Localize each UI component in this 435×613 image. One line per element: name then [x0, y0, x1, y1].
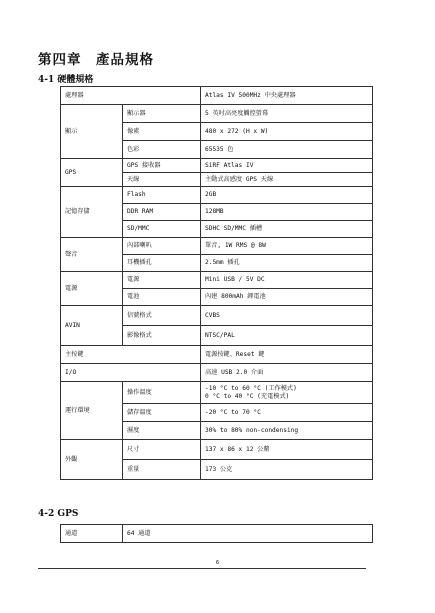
spec-category: 外觀: [61, 440, 123, 480]
spec-value: NTSC/PAL: [201, 326, 373, 346]
spec-subcategory: 電池: [123, 289, 201, 306]
spec-row-operating-temp: [61, 382, 373, 404]
spec-row-dimensions: [61, 440, 373, 460]
spec-subcategory: 信號格式: [123, 306, 201, 326]
spec-category: GPS: [61, 159, 123, 187]
spec-category: 通道: [61, 525, 123, 543]
spec-subcategory: 操作溫度: [123, 382, 201, 404]
spec-subcategory: 儲存溫度: [123, 404, 201, 422]
spec-value: 5 英吋高亮度觸控螢幕: [201, 105, 373, 123]
spec-category: 電源: [61, 272, 123, 306]
spec-row-power-source: [61, 272, 373, 289]
section-gps-title: 4-2 GPS: [38, 509, 79, 519]
spec-value: SDHC SD/MMC 插槽: [201, 221, 373, 238]
spec-value: 65535 色: [201, 141, 373, 159]
spec-subcategory: SD/MMC: [123, 221, 201, 238]
spec-value: 137 x 86 x 12 公釐: [201, 440, 373, 460]
spec-category: I/O: [61, 364, 201, 382]
spec-value-line: 0 °C to 40 °C (充電模式): [205, 392, 290, 400]
spec-value: Mini USB / 5V DC: [201, 272, 373, 289]
spec-value: -20 °C to 70 °C: [201, 404, 373, 422]
spec-subcategory: DDR RAM: [123, 204, 201, 221]
spec-row-flash: [61, 187, 373, 204]
spec-row-main-buttons: [61, 346, 373, 364]
section-hardware-title: 4-1 硬體規格: [38, 75, 94, 85]
spec-subcategory: 顯示器: [123, 105, 201, 123]
spec-value: 2.5mm 插孔: [201, 255, 373, 272]
spec-subcategory: 濕度: [123, 422, 201, 440]
page-number: 6: [215, 560, 220, 566]
spec-category: 記憶存儲: [61, 187, 123, 238]
spec-subcategory: 重量: [123, 460, 201, 480]
spec-category: 處理器: [61, 87, 201, 105]
spec-row-speaker: [61, 238, 373, 255]
spec-category: 主按鍵: [61, 346, 201, 364]
spec-row-avin-signal: [61, 306, 373, 326]
spec-subcategory: 色彩: [123, 141, 201, 159]
spec-subcategory: 耳機插孔: [123, 255, 201, 272]
spec-row-io: [61, 364, 373, 382]
spec-row-processor: [61, 87, 373, 105]
spec-value: 單音, 1W RMS @ 8W: [201, 238, 373, 255]
spec-row-gps-receiver: [61, 159, 373, 173]
spec-subcategory: 天線: [123, 173, 201, 187]
spec-value: 內建 800mAh 鋰電池: [201, 289, 373, 306]
spec-category: 聲音: [61, 238, 123, 272]
spec-value: Atlas IV 500MHz 中央處理器: [201, 87, 373, 105]
spec-value: SiRF Atlas IV: [201, 159, 373, 173]
footer-divider: [38, 568, 366, 569]
spec-subcategory: GPS 接收器: [123, 159, 201, 173]
spec-value: 高速 USB 2.0 介面: [201, 364, 373, 382]
spec-subcategory: Flash: [123, 187, 201, 204]
spec-subcategory: 像素: [123, 123, 201, 141]
spec-category: 顯示: [61, 105, 123, 159]
spec-value: 173 公克: [201, 460, 373, 480]
spec-value: 電源按鍵、Reset 鍵: [201, 346, 373, 364]
spec-category: 運行環境: [61, 382, 123, 440]
spec-value: 64 通道: [123, 525, 373, 543]
spec-subcategory: 內部喇叭: [123, 238, 201, 255]
spec-subcategory: 尺寸: [123, 440, 201, 460]
spec-value: 2GB: [201, 187, 373, 204]
spec-value: 480 x 272 (H x W): [201, 123, 373, 141]
hardware-spec-table: [60, 86, 373, 480]
spec-value: 主動式高感度 GPS 天線: [201, 173, 373, 187]
gps-row-channels: [61, 525, 373, 543]
spec-category: AVIN: [61, 306, 123, 346]
spec-value: CVBS: [201, 306, 373, 326]
spec-value: 30% to 80% non-condensing: [201, 422, 373, 440]
spec-subcategory: 電源: [123, 272, 201, 289]
gps-spec-table: [60, 524, 373, 543]
spec-subcategory: 影像格式: [123, 326, 201, 346]
spec-value-line: -10 °C to 60 °C (工作模式): [205, 384, 297, 392]
spec-value: [201, 382, 373, 404]
spec-row-display: [61, 105, 373, 123]
spec-value: 128MB: [201, 204, 373, 221]
chapter-title: 第四章 產品規格: [38, 52, 154, 68]
